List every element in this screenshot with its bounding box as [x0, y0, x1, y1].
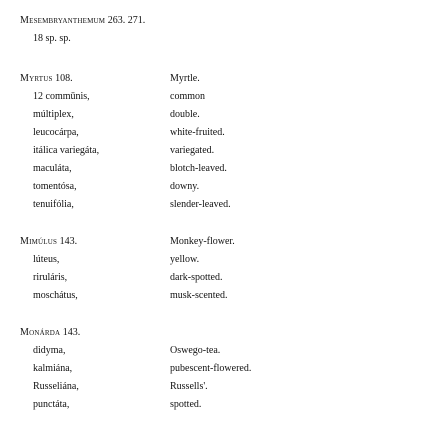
- species-latin-name: 12 commūnis,: [33, 91, 90, 102]
- species-row: [0, 88, 448, 106]
- genus-common-name: Monkey-flower.: [170, 236, 235, 247]
- genus-heading-row: [0, 324, 448, 342]
- genus-pages: 263. 271.: [107, 15, 146, 26]
- species-latin-name: didyma,: [33, 345, 66, 356]
- genus-heading: [20, 233, 77, 251]
- genus-name: Myrtus: [20, 73, 53, 84]
- species-latin-name: maculáta,: [33, 163, 72, 174]
- species-row: [0, 378, 448, 396]
- species-row: [0, 178, 448, 196]
- genus-section-mimulus: [0, 233, 448, 305]
- species-english-name: musk-scented.: [170, 290, 228, 301]
- species-row: [0, 287, 448, 305]
- species-english-name: blotch-leaved.: [170, 163, 227, 174]
- species-row: [0, 196, 448, 214]
- species-row: [0, 396, 448, 414]
- species-english-name: double.: [170, 109, 200, 120]
- genus-section-myrtus: [0, 70, 448, 214]
- genus-name: Mesembryanthemum: [20, 15, 106, 26]
- species-latin-name: moschátus,: [33, 290, 78, 301]
- species-count-note: 18 sp. sp.: [33, 33, 71, 44]
- species-row: [0, 142, 448, 160]
- species-english-name: dark-spotted.: [170, 272, 223, 283]
- species-note-row: [0, 30, 448, 48]
- genus-heading: [20, 70, 73, 88]
- species-row: [0, 342, 448, 360]
- genus-name: Mimúlus: [20, 236, 58, 247]
- species-latin-name: tenuifólia,: [33, 199, 74, 210]
- species-english-name: slender-leaved.: [170, 199, 231, 210]
- species-english-name: white-fruited.: [170, 127, 225, 138]
- genus-heading-row: [0, 12, 448, 30]
- species-english-name: Oswego-tea.: [170, 345, 221, 356]
- species-latin-name: leucocárpa,: [33, 127, 79, 138]
- genus-section-monarda: [0, 324, 448, 414]
- species-row: [0, 160, 448, 178]
- species-row: [0, 124, 448, 142]
- species-row: [0, 106, 448, 124]
- species-latin-name: punctáta,: [33, 399, 70, 410]
- genus-name: Monárda: [20, 327, 61, 338]
- species-latin-name: múltiplex,: [33, 109, 74, 120]
- species-english-name: variegated.: [170, 145, 215, 156]
- species-english-name: pubescent-flowered.: [170, 363, 252, 374]
- genus-heading-row: [0, 233, 448, 251]
- species-english-name: spotted.: [170, 399, 202, 410]
- genus-common-name: Myrtle.: [170, 73, 200, 84]
- genus-heading-row: [0, 70, 448, 88]
- species-english-name: yellow.: [170, 254, 200, 265]
- genus-pages: 143.: [62, 327, 81, 338]
- species-latin-name: tomentósa,: [33, 181, 77, 192]
- species-row: [0, 251, 448, 269]
- species-latin-name: lúteus,: [33, 254, 60, 265]
- species-english-name: common: [170, 91, 205, 102]
- species-row: [0, 360, 448, 378]
- genus-heading: [20, 324, 80, 342]
- species-english-name: downy.: [170, 181, 200, 192]
- genus-pages: 143.: [59, 236, 78, 247]
- genus-pages: 108.: [55, 73, 73, 84]
- species-row: [0, 269, 448, 287]
- species-latin-name: Russeliána,: [33, 381, 79, 392]
- species-latin-name: kalmiána,: [33, 363, 73, 374]
- species-latin-name: itálica variegáta,: [33, 145, 100, 156]
- species-english-name: Russells'.: [170, 381, 208, 392]
- species-latin-name: riruláris,: [33, 272, 68, 283]
- genus-heading: [20, 12, 145, 30]
- genus-section-mesembryanthemum: [0, 12, 448, 48]
